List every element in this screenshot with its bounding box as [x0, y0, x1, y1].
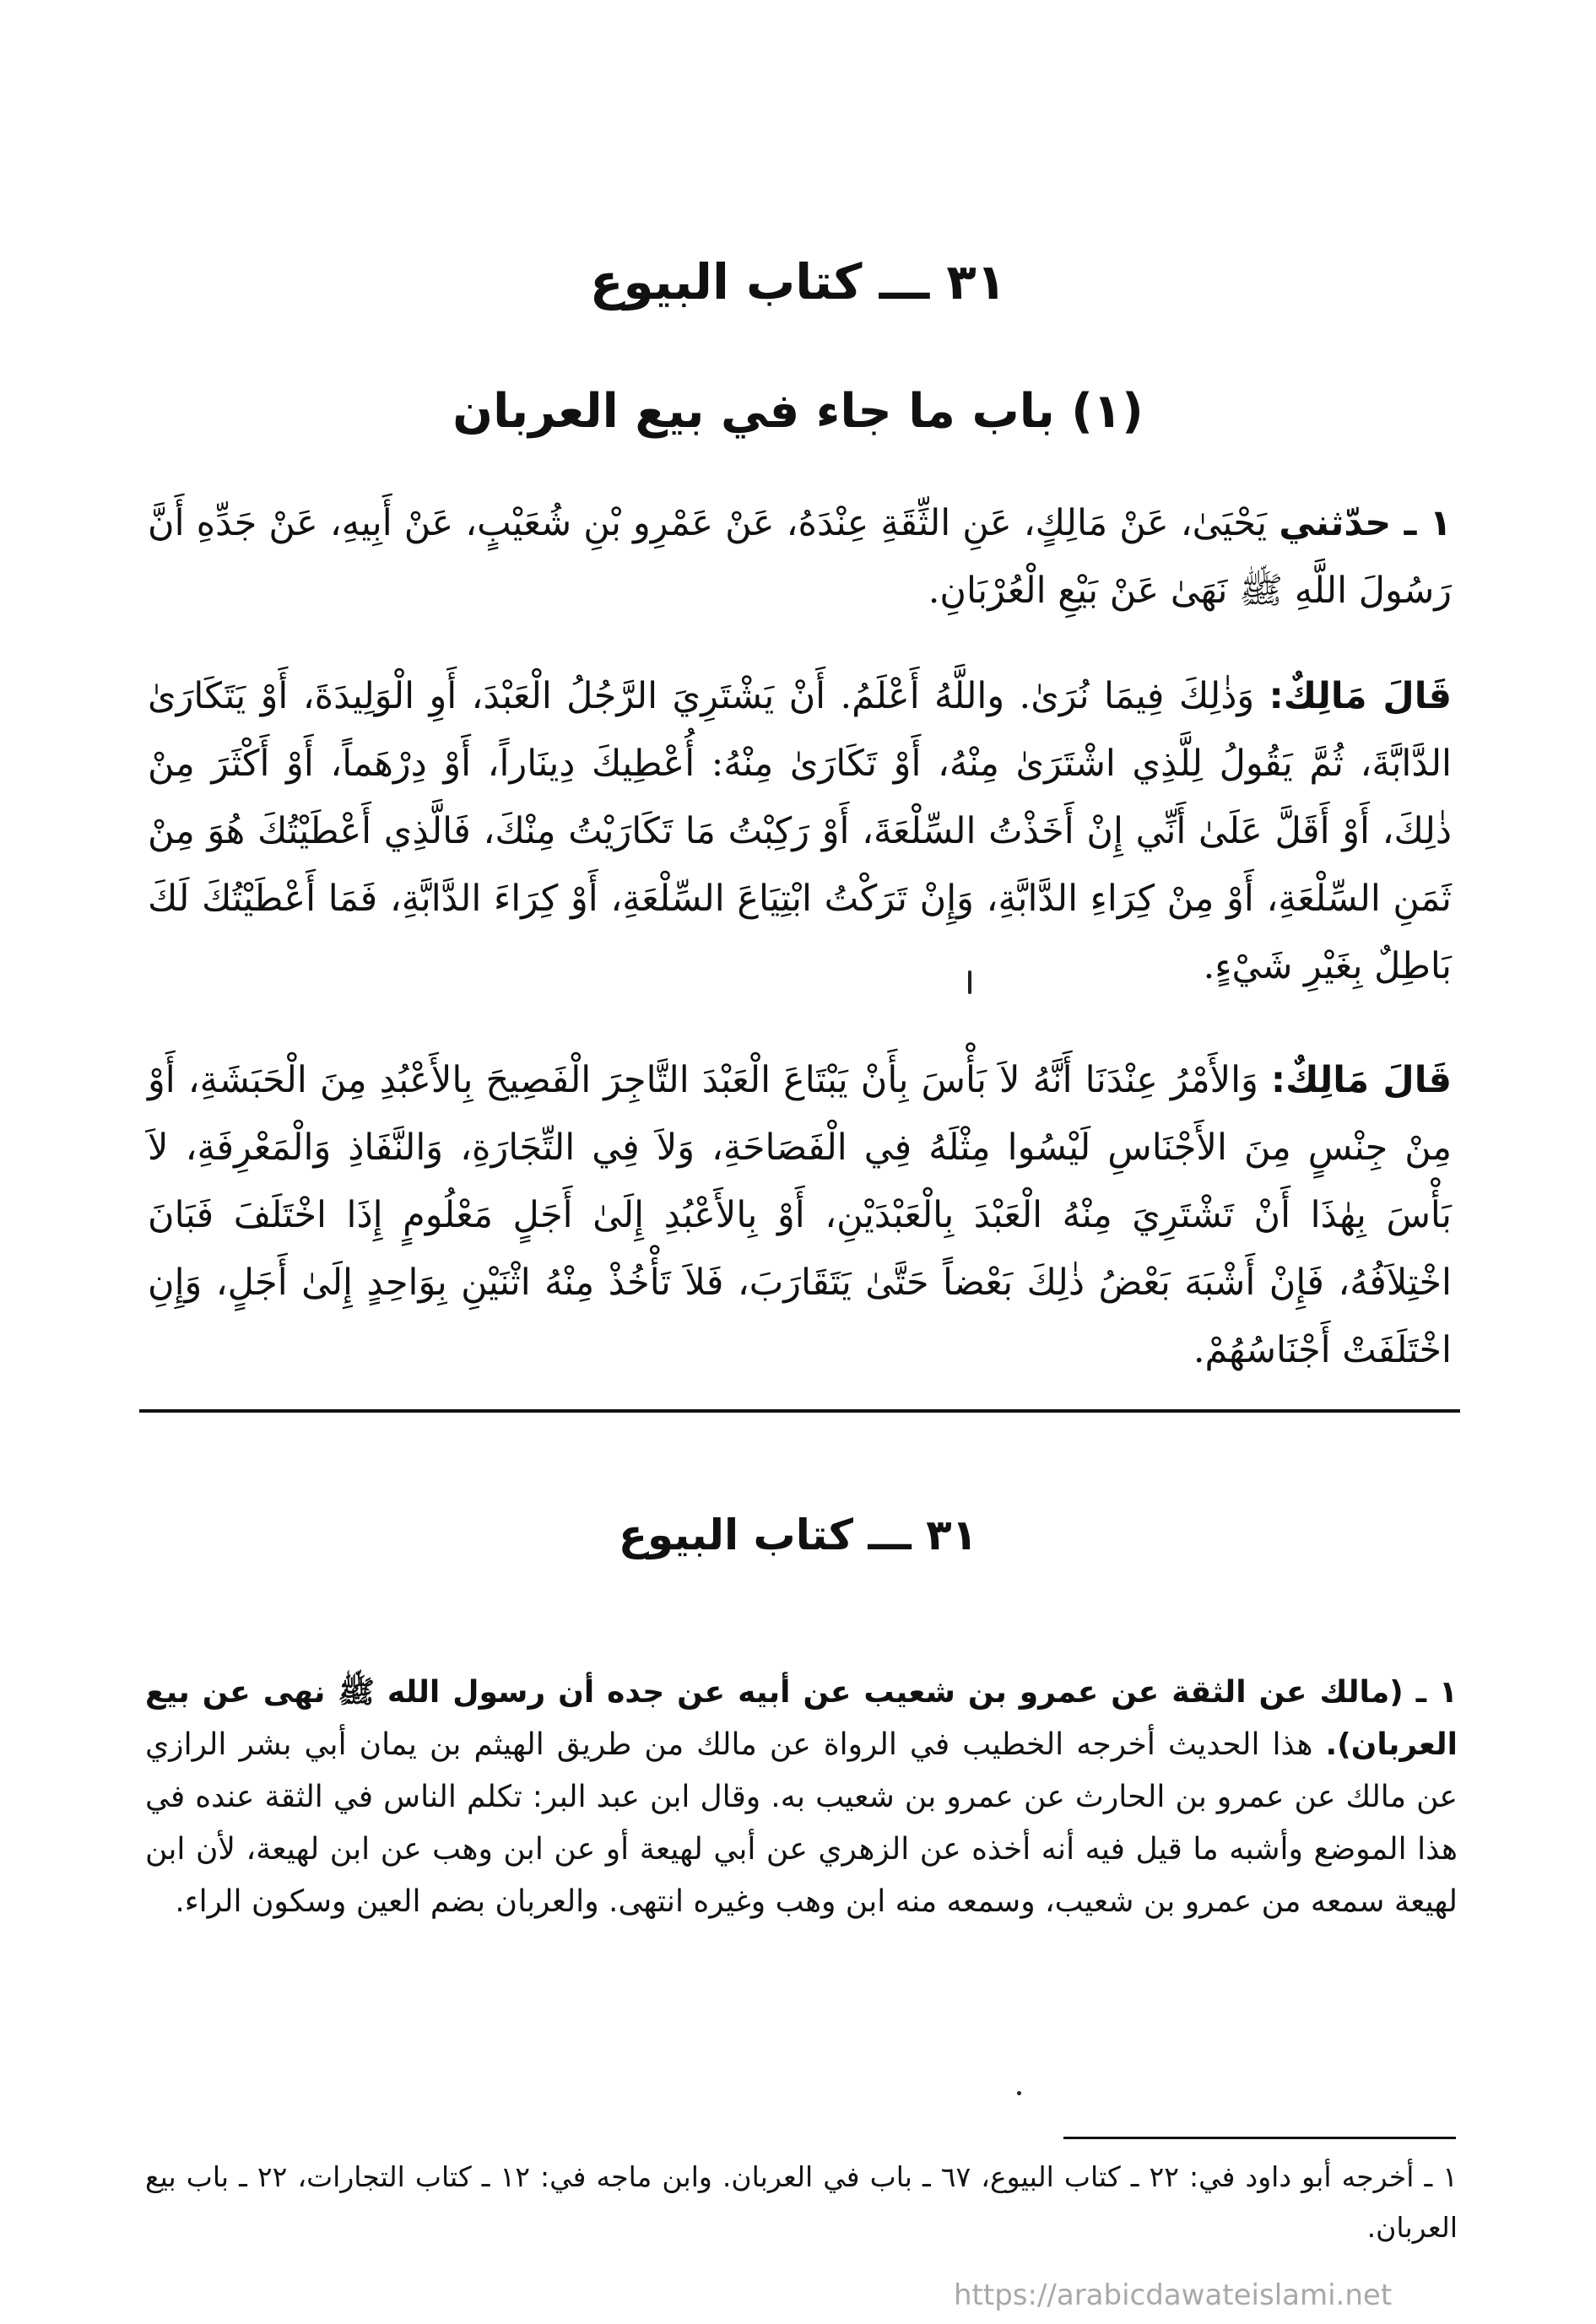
watermark-url: https://arabicdawateislami.net	[954, 2278, 1393, 2312]
malik-opinion-paragraph-2	[148, 1046, 1452, 1384]
commentary-book-title: ٣١ ـــ كتاب البيوع	[618, 1511, 978, 1559]
hadith-number-lead: ١ ـ حدّثني	[1279, 502, 1453, 544]
malik-text-1: وَذٰلِكَ فِيمَا نُرَىٰ. واللَّهُ أَعْلَمُ. أَنْ يَشْتَرِيَ الرَّجُلُ الْعَبْدَ، أَوِ الْوَلِيدَةَ، أَوْ يَتَكَارَىٰ الدَّابَّةَ، ثُمَّ يَقُولُ لِلَّذِي اشْتَرَىٰ مِنْهُ، أَوْ تَكَارَىٰ مِنْهُ: أُعْطِيكَ دِينَاراً، أَوْ دِرْهَماً، أَوْ أَكْثَرَ مِنْ ذٰلِكَ، أَوْ أَقَلَّ عَلَىٰ أَنِّي إِنْ أَخَذْتُ السِّلْعَةَ، أَوْ رَكِبْتُ مَا تَكَارَيْتُ مِنْكَ، فَالَّذِي أَعْطَيْتُكَ هُوَ مِنْ ثَمَنِ السِّلْعَةِ، أَوْ مِنْ كِرَاءِ الدَّابَّةِ، وَإِنْ تَرَكْتُ ابْتِيَاعَ السِّلْعَةِ، أَوْ كِرَاءَ الدَّابَّةِ، فَمَا أَعْطَيْتُكَ لَكَ بَاطِلٌ بِغَيْرِ شَيْءٍ.	[148, 675, 1452, 987]
section-divider	[139, 1409, 1460, 1413]
scan-speck	[968, 970, 971, 994]
book-title: ٣١ ـــ كتاب البيوع	[589, 253, 1007, 311]
malik-opinion-paragraph-1	[148, 662, 1452, 1000]
hadith-paragraph	[148, 489, 1452, 624]
commentary-text: هذا الحديث أخرجه الخطيب في الرواة عن مالك من طريق الهيثم بن يمان أبي بشر الرازي عن مالك عن عمرو بن الحارث عن عمرو بن شعيب به. وقال ابن عبد البر: تكلم الناس في الثقة عنده في هذا الموضع وأشبه ما قيل فيه أنه أخذه عن الزهري عن أبي لهيعة أو عن ابن وهب عن ابن لهيعة، لأن ابن لهيعة سمعه من عمرو بن شعيب، وسمعه منه ابن وهب وغيره انتهى. والعربان بضم العين وسكون الراء.	[145, 1727, 1458, 1919]
footnote-divider	[1063, 2137, 1456, 2139]
commentary-paragraph	[145, 1667, 1458, 1928]
malik-lead-2: قَالَ مَالِكٌ:	[1270, 1059, 1453, 1101]
hadith-text: يَحْيَىٰ، عَنْ مَالِكٍ، عَنِ الثِّقَةِ عِنْدَهُ، عَنْ عَمْرِو بْنِ شُعَيْبٍ، عَنْ أَبِيهِ، عَنْ جَدِّهِ أَنَّ رَسُولَ اللَّهِ ﷺ نَهَىٰ عَنْ بَيْعِ الْعُرْبَانِ.	[148, 502, 1452, 612]
commentary-lead: ١ ـ (مالك عن الثقة عن عمرو بن شعيب عن أبيه عن جده أن رسول الله ﷺ نهى عن بيع العربان).	[145, 1675, 1458, 1762]
chapter-title: (١) باب ما جاء في بيع العربان	[452, 384, 1144, 439]
malik-text-2: وَالأَمْرُ عِنْدَنَا أَنَّهُ لاَ بَأْسَ بِأَنْ يَبْتَاعَ الْعَبْدَ التَّاجِرَ الْفَصِيحَ بِالأَعْبُدِ مِنَ الْحَبَشَةِ، أَوْ مِنْ جِنْسٍ مِنَ الأَجْنَاسِ لَيْسُوا مِثْلَهُ فِي الْفَصَاحَةِ، وَلاَ فِي التِّجَارَةِ، وَالنَّفَاذِ وَالْمَعْرِفَةِ، لاَ بَأْسَ بِهٰذَا أَنْ تَشْتَرِيَ مِنْهُ الْعَبْدَ بِالْعَبْدَيْنِ، أَوْ بِالأَعْبُدِ إِلَىٰ أَجَلٍ مَعْلُومٍ إِذَا اخْتَلَفَ فَبَانَ اخْتِلاَفُهُ، فَإِنْ أَشْبَهَ بَعْضُ ذٰلِكَ بَعْضاً حَتَّىٰ يَتَقَارَبَ، فَلاَ تَأْخُذْ مِنْهُ اثْنَيْنِ بِوَاحِدٍ إِلَىٰ أَجَلٍ، وَإِنِ اخْتَلَفَتْ أَجْنَاسُهُمْ.	[148, 1059, 1452, 1371]
scan-speck	[1017, 2091, 1021, 2095]
malik-lead-1: قَالَ مَالِكٌ:	[1269, 675, 1452, 717]
footnote: ١ ـ أخرجه أبو داود في: ٢٢ ـ كتاب البيوع، ٦٧ ـ باب في العربان. وابن ماجه في: ١٢ ـ كتاب التجارات، ٢٢ ـ باب بيع العربان.	[145, 2160, 1458, 2244]
